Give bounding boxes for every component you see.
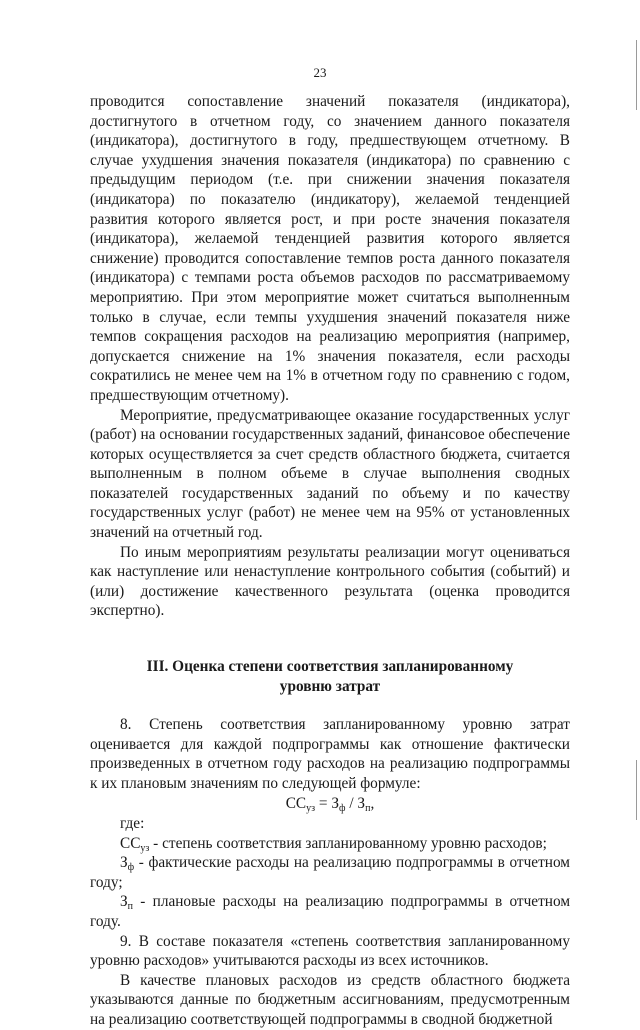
paragraph-state-services: Мероприятие, предусматривающее оказание государственных услуг (работ) на основании государственных заданий, финансовое обеспечение которых осуществляется за счет средств областного бюджета, считается выполненным в полном объеме в случае выполнения сводных показателей государственных заданий по объему и по качеству государственных услуг (работ) не менее чем на 95% от установленных значений на отчетный год. <box>90 406 570 542</box>
section-heading <box>90 657 570 697</box>
definition-zf-symbol: З <box>120 854 128 872</box>
definition-ss-symbol: СС <box>120 834 141 852</box>
definition-zf-sub: ф <box>127 862 135 874</box>
page-number: 23 <box>313 65 327 80</box>
item-8-paragraph: 8. Степень соответствия запланированному уровню затрат оценивается для каждой подпрограммы как отношение фактически произведенных в отчетном году расходов на реализацию подпрограммы к их плановым значениям по следующей формуле: <box>90 716 570 792</box>
formula-lhs: СС <box>285 795 307 813</box>
formula-equals: = З <box>315 795 340 813</box>
definition-zp-text: - плановые расходы на реализацию подпрограммы в отчетном году. <box>90 893 570 930</box>
formula-p-sub: п <box>365 803 371 815</box>
definition-zp-symbol: З <box>120 893 128 911</box>
definition-ss-text: - степень соответствия запланированному уровню расходов; <box>149 834 547 852</box>
formula-lhs-sub: уз <box>306 803 316 815</box>
where-label: где: <box>120 815 145 832</box>
formula-f-sub: ф <box>339 803 346 815</box>
paragraph-planned-expenses: В качестве плановых расходов из средств областного бюджета указываются данные по бюджетным ассигнованиям, предусмотренным на реализацию соответствующей подпрограммы в сводной бюджетной <box>90 971 570 1028</box>
document-body <box>90 92 570 1030</box>
definition-zf <box>90 853 570 892</box>
item-9-paragraph: 9. В составе показателя «степень соответствия запланированному уровню расходов» учитываются расходы из всех источников. <box>90 932 570 970</box>
section-heading-line-1: III. Оценка степени соответствия запланированному <box>146 658 514 676</box>
definition-zp <box>90 892 570 931</box>
section-heading-line-2: уровню затрат <box>279 678 381 696</box>
scan-edge-mark <box>636 760 637 820</box>
formula <box>90 794 570 814</box>
paragraph-continuation: проводится сопоставление значений показателя (индикатора), достигнутого в отчетном году, со значением данного показателя (индикатора), достигнутого в году, предшествующем отчетному. В случае ухудшения значения показателя (индикатора) по сравнению с предыдущим периодом (т.е. при снижении значения показателя (индикатора) по показателю (индикатору), желаемой тенденцией развития которого является рост, и при росте значения показателя (индикатора), желаемой тенденцией развития которого является снижение) проводится сопоставление темпов роста данного показателя (индикатора) с темпами роста объемов расходов по рассматриваемому мероприятию. При этом мероприятие может считаться выполненным только в случае, если темпы ухудшения значений показателя ниже темпов сокращения расходов на реализацию мероприятия (например, допускается снижение на 1% значения показателя, если расходы сократились не менее чем на 1% в отчетном году по сравнению с годом, предшествующим отчетному). <box>90 93 570 404</box>
formula-divide: / З <box>345 795 366 813</box>
definition-zp-sub: п <box>127 901 134 913</box>
paragraph-other-measures: По иным мероприятиям результаты реализации могут оцениваться как наступление или ненаступление контрольного события (событий) и (или) достижение качественного результата (оценка проводится экспертно). <box>90 543 570 620</box>
definition-zf-text: - фактические расходы на реализацию подпрограммы в отчетном году; <box>90 854 570 891</box>
formula-tail: , <box>370 795 375 813</box>
definition-ss-sub: уз <box>140 842 150 854</box>
definition-ss <box>90 834 570 854</box>
scan-edge-mark <box>636 40 637 110</box>
